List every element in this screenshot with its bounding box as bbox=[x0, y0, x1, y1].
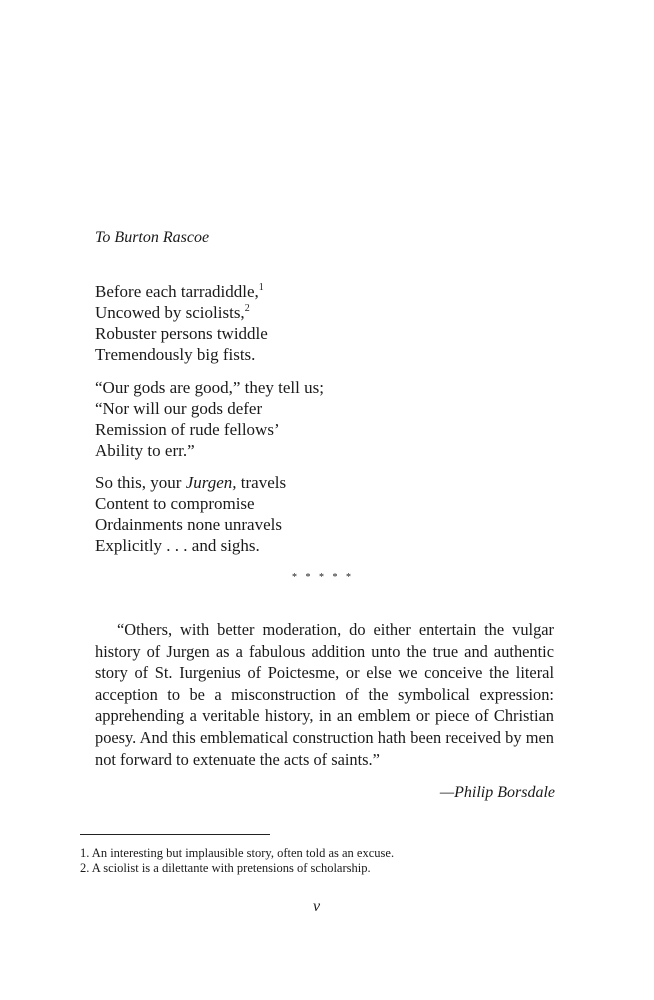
footnotes bbox=[80, 846, 394, 876]
book-title-jurgen: Jurgen, bbox=[185, 473, 237, 492]
footnote-ref: 2 bbox=[244, 303, 250, 314]
poem-line-text: So this, your bbox=[95, 473, 186, 492]
poem-line: Tremendously big fists. bbox=[95, 345, 256, 364]
poem-line bbox=[95, 281, 268, 302]
poem-line: Content to compromise bbox=[95, 494, 255, 513]
poem-line: “Our gods are good,” they tell us; bbox=[95, 378, 324, 397]
poem-line-text: Before each tarradiddle, bbox=[95, 282, 259, 301]
poem-line-text: travels bbox=[236, 473, 287, 492]
epigraph-quote: “Others, with better moderation, do either entertain the vulgar history of Jurgen as a fabulous addition unto the true and authentic story of St. Iurgenius of Poictesme, or else we conceive the literal acception to be a misconstruction of the symbolical expression: apprehending a veritable history, in an emblem or piece of Christian poesy. And this emblematical construction hath been received by men not forward to extenuate the acts of saints.” bbox=[95, 620, 554, 769]
poem-line-text: Uncowed by sciolists, bbox=[95, 303, 245, 322]
poem-line: Remission of rude fellows’ bbox=[95, 420, 280, 439]
page-number: v bbox=[313, 898, 321, 915]
poem-stanza-1 bbox=[95, 281, 268, 365]
poem-line bbox=[95, 302, 268, 323]
poem-line bbox=[95, 472, 286, 493]
poem-line: Robuster persons twiddle bbox=[95, 324, 268, 343]
poem-line: Ordainments none unravels bbox=[95, 515, 282, 534]
poem-stanza-2 bbox=[95, 377, 324, 461]
footnote-ref: 1 bbox=[258, 282, 264, 293]
dedication: To Burton Rascoe bbox=[95, 229, 210, 246]
footnote-divider bbox=[80, 834, 270, 835]
poem-stanza-3 bbox=[95, 472, 286, 556]
poem-line: “Nor will our gods defer bbox=[95, 399, 263, 418]
poem-line: Ability to err.” bbox=[95, 441, 195, 460]
footnote-2: 2. A sciolist is a dilettante with pretensions of scholarship. bbox=[80, 861, 371, 875]
quote-attribution: —Philip Borsdale bbox=[439, 784, 555, 801]
footnote-1: 1. An interesting but implausible story, often told as an excuse. bbox=[80, 846, 395, 860]
section-separator: * * * * * bbox=[292, 572, 354, 583]
poem-line: Explicitly . . . and sighs. bbox=[95, 536, 260, 555]
